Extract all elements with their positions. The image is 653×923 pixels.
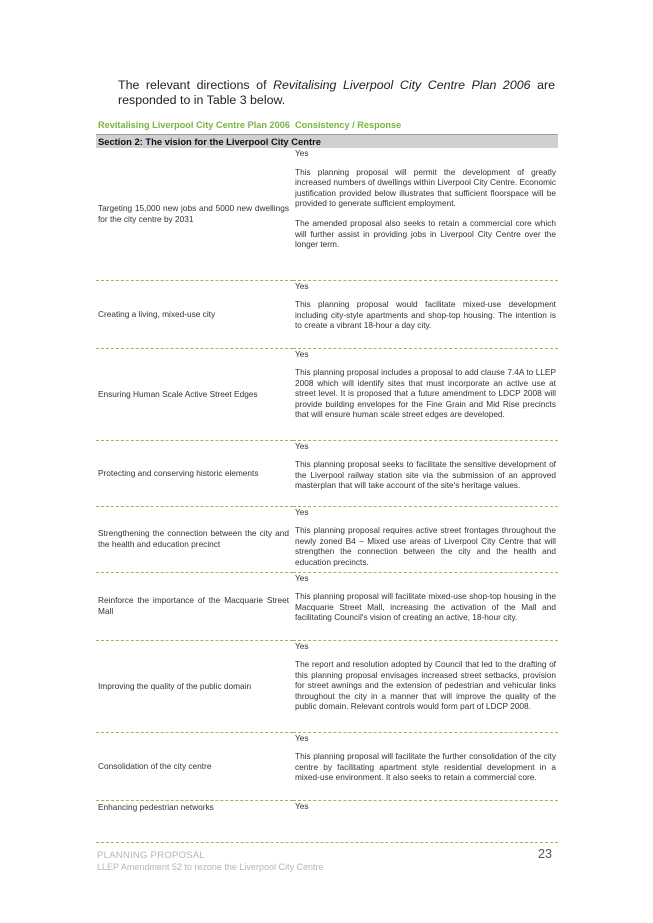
table-header-row: [96, 118, 558, 135]
row-response: [293, 280, 558, 348]
row-response: [293, 440, 558, 506]
row-direction: Consolidation of the city centre: [96, 732, 293, 800]
row-response: [293, 572, 558, 640]
table-row: [96, 800, 558, 814]
table-row: [96, 572, 558, 640]
response-paragraph: The report and resolution adopted by Council that led to the drafting of this planning proposal envisages increased street setbacks, provision for street awnings and the extension of pedestrian and vehicular links throughout the city in a manner that will improve the quality of the public domain. Relevant controls would form part of LDCP 2008.: [295, 659, 556, 712]
footer-subtitle: LLEP Amendment 52 to rezone the Liverpool City Centre: [97, 862, 324, 872]
row-direction: Protecting and conserving historic elements: [96, 440, 293, 506]
row-response: [293, 732, 558, 800]
consistency-yes: Yes: [295, 506, 309, 517]
row-direction: Ensuring Human Scale Active Street Edges: [96, 348, 293, 440]
page-number: 23: [538, 847, 552, 861]
table-row: [96, 506, 558, 572]
row-response: [293, 348, 558, 440]
table-row: [96, 440, 558, 506]
row-response: [293, 800, 558, 814]
intro-plan-name: Revitalising Liverpool City Centre Plan 2006: [273, 78, 531, 92]
header-plan: Revitalising Liverpool City Centre Plan 2006: [98, 120, 290, 130]
consistency-yes: Yes: [295, 280, 309, 291]
response-table: [96, 118, 558, 814]
row-response: [293, 148, 558, 280]
response-paragraph: This planning proposal requires active street frontages throughout the newly zoned B4 – Mixed use areas of Liverpool City Centre that will strengthen the connection between the city and the health and education precincts.: [295, 525, 556, 567]
consistency-yes: Yes: [295, 732, 309, 743]
intro-text-before: The relevant directions of: [118, 78, 274, 92]
table-row: [96, 148, 558, 280]
row-direction: Creating a living, mixed-use city: [96, 280, 293, 348]
intro-paragraph: [118, 78, 555, 108]
table-row: [96, 280, 558, 348]
response-paragraph: This planning proposal includes a proposal to add clause 7.4A to LLEP 2008 which will identify sites that must incorporate an active use at street level. It is proposed that a future amendment to LDCP 2008 will provide building envelopes for the Fine Grain and Mid Rise precincts that will ensure human scale street edges are developed.: [295, 367, 556, 420]
table-row: [96, 732, 558, 800]
response-paragraph: This planning proposal would facilitate mixed-use development including city-style apartments and shop-top housing. The intention is to create a vibrant 18-hour a day city.: [295, 299, 556, 331]
row-direction: Enhancing pedestrian networks: [98, 801, 214, 812]
table-row: [96, 640, 558, 732]
consistency-yes: Yes: [295, 800, 309, 811]
row-direction: Improving the quality of the public domain: [96, 640, 293, 732]
row-response: [293, 640, 558, 732]
table-row: [96, 348, 558, 440]
table-body: [96, 135, 558, 815]
header-consistency: Consistency / Response: [295, 120, 402, 130]
row-direction: Reinforce the importance of the Macquarie Street Mall: [96, 572, 293, 640]
consistency-yes: Yes: [295, 348, 309, 359]
consistency-yes: Yes: [295, 640, 309, 651]
intro-text-after: are responded to in Table 3 below.: [118, 78, 555, 107]
footer-divider: [96, 842, 558, 843]
response-paragraph: This planning proposal seeks to facilitate the sensitive development of the Liverpool railway station site via the submission of an approved masterplan that will take account of the site's heritage values.: [295, 459, 556, 491]
response-paragraph: This planning proposal will facilitate mixed-use shop-top housing in the Macquarie Street Mall, increasing the activation of the Mall and facilitating Council's vision of creating an active, 18-hour city.: [295, 591, 556, 623]
section-row: [96, 135, 558, 149]
footer-title: PLANNING PROPOSAL: [97, 850, 205, 861]
row-direction: Targeting 15,000 new jobs and 5000 new dwellings for the city centre by 2031: [96, 148, 293, 280]
consistency-yes: Yes: [295, 440, 309, 451]
section-title: Section 2: The vision for the Liverpool City Centre: [96, 135, 558, 149]
response-paragraph: This planning proposal will permit the development of greatly increased numbers of dwellings within Liverpool City Centre. Economic justification provided below illustrates that sufficient floorspace will be provided to generate sufficient employment.: [295, 166, 556, 209]
consistency-yes: Yes: [295, 148, 309, 158]
response-paragraph: The amended proposal also seeks to retain a commercial core which will further assist in providing jobs in Liverpool City Centre over the longer term.: [295, 217, 556, 250]
response-paragraph: This planning proposal will facilitate the further consolidation of the city centre by facilitating apartment style residential development in a mixed-use environment. It also seeks to retain a commercial core.: [295, 751, 556, 783]
consistency-yes: Yes: [295, 572, 309, 583]
row-direction: Strengthening the connection between the city and the health and education precinct: [96, 506, 293, 572]
row-response: [293, 506, 558, 572]
